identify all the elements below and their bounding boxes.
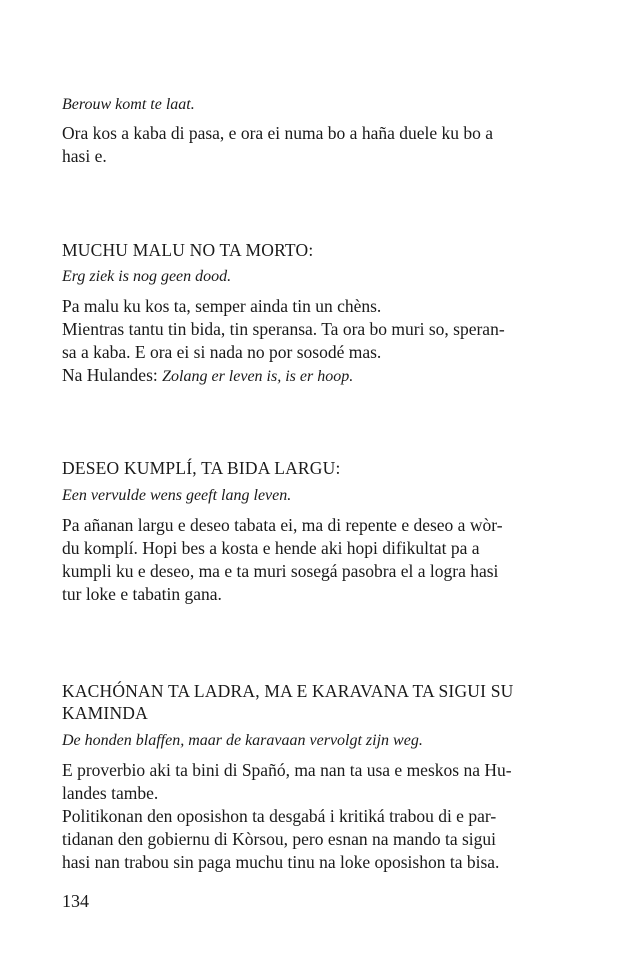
translation-erg-ziek: Erg ziek is nog geen dood. — [62, 268, 232, 285]
proverb-heading-muchu-malu: MUCHU MALU NO TA MORTO: — [62, 240, 314, 260]
proverb-heading-kachonan-cont: KAMINDA — [62, 703, 148, 723]
proverb-heading-kachonan: KACHÓNAN TA LADRA, MA E KARAVANA TA SIGUI SU — [62, 681, 514, 701]
translation-een-vervulde-wens: Een vervulde wens geeft lang leven. — [62, 487, 292, 504]
body-line: hasi e. — [62, 146, 107, 166]
page-number: 134 — [62, 891, 89, 911]
body-line-dutch — [62, 364, 353, 388]
dutch-translation: Zolang er leven is, is er hoop. — [162, 368, 354, 385]
body-line: Mientras tantu tin bida, tin speransa. Ta ora bo muri so, speran- — [62, 319, 505, 339]
body-line: du komplí. Hopi bes a kosta e hende aki hopi difikultat pa a — [62, 538, 480, 558]
body-line: Pa malu ku kos ta, semper ainda tin un chèns. — [62, 296, 382, 316]
body-line: Ora kos a kaba di pasa, e ora ei numa bo a haña duele ku bo a — [62, 123, 494, 143]
dutch-prefix: Na Hulandes: — [62, 365, 163, 385]
body-line: hasi nan trabou sin paga muchu tinu na loke oposishon ta bisa. — [62, 852, 500, 872]
body-line: tur loke e tabatin gana. — [62, 584, 222, 604]
body-line: tidanan den gobiernu di Kòrsou, pero esnan na mando ta sigui — [62, 829, 496, 849]
body-line: kumpli ku e deseo, ma e ta muri sosegá pasobra el a logra hasi — [62, 561, 499, 581]
translation-berouw: Berouw komt te laat. — [62, 96, 195, 113]
body-line: Politikonan den oposishon ta desgabá i kritiká trabou di e par- — [62, 806, 497, 826]
translation-de-honden: De honden blaffen, maar de karavaan vervolgt zijn weg. — [62, 732, 423, 749]
body-line: sa a kaba. E ora ei si nada no por sosodé mas. — [62, 342, 382, 362]
body-line: Pa añanan largu e deseo tabata ei, ma di repente e deseo a wòr- — [62, 515, 503, 535]
proverb-heading-deseo-kumpli: DESEO KUMPLÍ, TA BIDA LARGU: — [62, 458, 341, 478]
body-line: landes tambe. — [62, 783, 159, 803]
book-page — [62, 0, 572, 968]
body-line: E proverbio aki ta bini di Spañó, ma nan ta usa e meskos na Hu- — [62, 760, 512, 780]
